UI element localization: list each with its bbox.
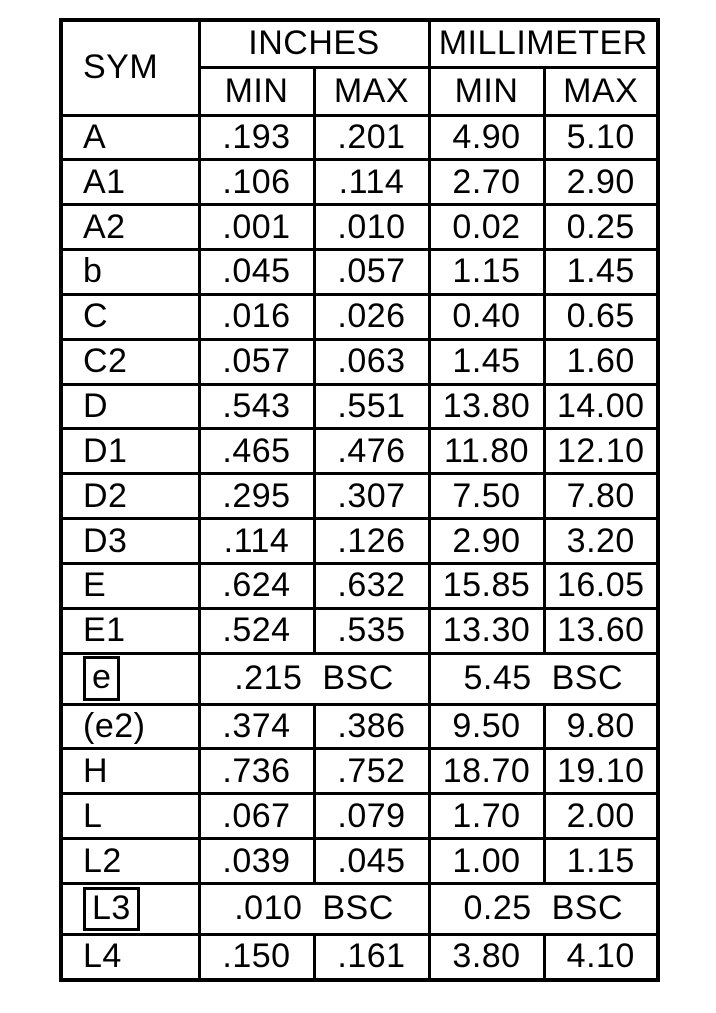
sym-cell: A1 — [61, 160, 199, 205]
table-row — [61, 474, 658, 519]
inches-max-cell: .386 — [314, 704, 429, 749]
inches-max-cell: .010 — [314, 205, 429, 250]
inches-max-cell: .752 — [314, 749, 429, 794]
sym-cell: L2 — [61, 839, 199, 884]
sym-cell: D2 — [61, 474, 199, 519]
sym-cell: D — [61, 384, 199, 429]
table-row — [61, 839, 658, 884]
inches-max-cell: .057 — [314, 250, 429, 295]
millimeter-max-cell: 2.00 — [544, 794, 658, 839]
inches-min-header-cell: MIN — [199, 67, 314, 115]
millimeter-max-cell: 16.05 — [544, 563, 658, 608]
inches-min-cell: .543 — [199, 384, 314, 429]
inches-min-cell: .295 — [199, 474, 314, 519]
millimeter-min-cell: 1.00 — [429, 839, 544, 884]
table-row — [61, 429, 658, 474]
dimensions-table — [59, 18, 660, 982]
header-group-row — [61, 20, 658, 67]
millimeter-max-cell: 12.10 — [544, 429, 658, 474]
table-row — [61, 934, 658, 980]
inches-max-header-cell: MAX — [314, 67, 429, 115]
millimeter-min-cell: 2.70 — [429, 160, 544, 205]
table-row — [61, 160, 658, 205]
inches-max-cell: .063 — [314, 339, 429, 384]
millimeter-min-cell: 4.90 — [429, 115, 544, 160]
inches-min-cell: .624 — [199, 563, 314, 608]
table-row — [61, 653, 658, 704]
millimeter-min-cell: 1.15 — [429, 250, 544, 295]
millimeter-min-cell: 1.70 — [429, 794, 544, 839]
inches-bsc-cell: .215 BSC — [199, 653, 429, 704]
millimeter-min-cell: 7.50 — [429, 474, 544, 519]
inches-max-cell: .201 — [314, 115, 429, 160]
millimeter-min-cell: 0.02 — [429, 205, 544, 250]
millimeter-min-cell: 1.45 — [429, 339, 544, 384]
inches-min-cell: .045 — [199, 250, 314, 295]
sym-cell: D3 — [61, 519, 199, 564]
inches-min-cell: .524 — [199, 608, 314, 653]
table-row — [61, 250, 658, 295]
millimeter-min-cell: 0.40 — [429, 294, 544, 339]
millimeter-min-cell: 11.80 — [429, 429, 544, 474]
boxed-sym-label: e — [83, 656, 120, 701]
sym-cell — [61, 883, 199, 934]
table-row — [61, 883, 658, 934]
inches-min-cell: .374 — [199, 704, 314, 749]
millimeter-bsc-cell: 0.25 BSC — [429, 883, 658, 934]
millimeter-min-cell: 13.80 — [429, 384, 544, 429]
millimeter-max-cell: 1.15 — [544, 839, 658, 884]
millimeter-min-cell: 18.70 — [429, 749, 544, 794]
table-row — [61, 115, 658, 160]
inches-min-cell: .150 — [199, 934, 314, 980]
sym-cell: A — [61, 115, 199, 160]
table-row — [61, 704, 658, 749]
inches-max-cell: .026 — [314, 294, 429, 339]
inches-min-cell: .736 — [199, 749, 314, 794]
inches-max-cell: .079 — [314, 794, 429, 839]
sym-cell: D1 — [61, 429, 199, 474]
millimeter-max-cell: 1.45 — [544, 250, 658, 295]
table-row — [61, 384, 658, 429]
table-row — [61, 205, 658, 250]
millimeter-max-cell: 1.60 — [544, 339, 658, 384]
table-row — [61, 563, 658, 608]
millimeter-max-cell: 0.25 — [544, 205, 658, 250]
inches-max-cell: .535 — [314, 608, 429, 653]
inches-min-cell: .193 — [199, 115, 314, 160]
millimeter-min-cell: 9.50 — [429, 704, 544, 749]
inches-min-cell: .016 — [199, 294, 314, 339]
inches-max-cell: .126 — [314, 519, 429, 564]
inches-max-cell: .632 — [314, 563, 429, 608]
inches-max-cell: .161 — [314, 934, 429, 980]
inches-min-cell: .067 — [199, 794, 314, 839]
sym-cell: L4 — [61, 934, 199, 980]
inches-min-cell: .001 — [199, 205, 314, 250]
sym-cell: b — [61, 250, 199, 295]
inches-max-cell: .045 — [314, 839, 429, 884]
millimeter-max-header-cell: MAX — [544, 67, 658, 115]
millimeter-bsc-cell: 5.45 BSC — [429, 653, 658, 704]
sym-cell: E — [61, 563, 199, 608]
millimeter-max-cell: 5.10 — [544, 115, 658, 160]
millimeter-max-cell: 0.65 — [544, 294, 658, 339]
millimeter-header-cell: MILLIMETER — [429, 20, 658, 67]
sym-cell: L — [61, 794, 199, 839]
inches-min-cell: .057 — [199, 339, 314, 384]
table-row — [61, 794, 658, 839]
boxed-sym-label: L3 — [83, 887, 140, 932]
inches-max-cell: .551 — [314, 384, 429, 429]
sym-cell: E1 — [61, 608, 199, 653]
inches-header-cell: INCHES — [199, 20, 429, 67]
inches-min-cell: .465 — [199, 429, 314, 474]
millimeter-min-cell: 13.30 — [429, 608, 544, 653]
millimeter-max-cell: 3.20 — [544, 519, 658, 564]
table-row — [61, 749, 658, 794]
sym-cell: H — [61, 749, 199, 794]
millimeter-min-cell: 15.85 — [429, 563, 544, 608]
millimeter-max-cell: 2.90 — [544, 160, 658, 205]
table-row — [61, 294, 658, 339]
sym-cell: (e2) — [61, 704, 199, 749]
millimeter-min-cell: 2.90 — [429, 519, 544, 564]
millimeter-max-cell: 9.80 — [544, 704, 658, 749]
table-row — [61, 519, 658, 564]
millimeter-max-cell: 13.60 — [544, 608, 658, 653]
millimeter-max-cell: 14.00 — [544, 384, 658, 429]
millimeter-max-cell: 4.10 — [544, 934, 658, 980]
sym-cell: C — [61, 294, 199, 339]
millimeter-min-cell: 3.80 — [429, 934, 544, 980]
table-row — [61, 339, 658, 384]
inches-max-cell: .114 — [314, 160, 429, 205]
sym-header-cell: SYM — [61, 20, 199, 115]
sym-cell: C2 — [61, 339, 199, 384]
inches-max-cell: .476 — [314, 429, 429, 474]
inches-min-cell: .106 — [199, 160, 314, 205]
millimeter-min-header-cell: MIN — [429, 67, 544, 115]
inches-min-cell: .114 — [199, 519, 314, 564]
millimeter-max-cell: 19.10 — [544, 749, 658, 794]
inches-min-cell: .039 — [199, 839, 314, 884]
sym-cell: A2 — [61, 205, 199, 250]
inches-bsc-cell: .010 BSC — [199, 883, 429, 934]
millimeter-max-cell: 7.80 — [544, 474, 658, 519]
table-row — [61, 608, 658, 653]
sym-cell — [61, 653, 199, 704]
inches-max-cell: .307 — [314, 474, 429, 519]
